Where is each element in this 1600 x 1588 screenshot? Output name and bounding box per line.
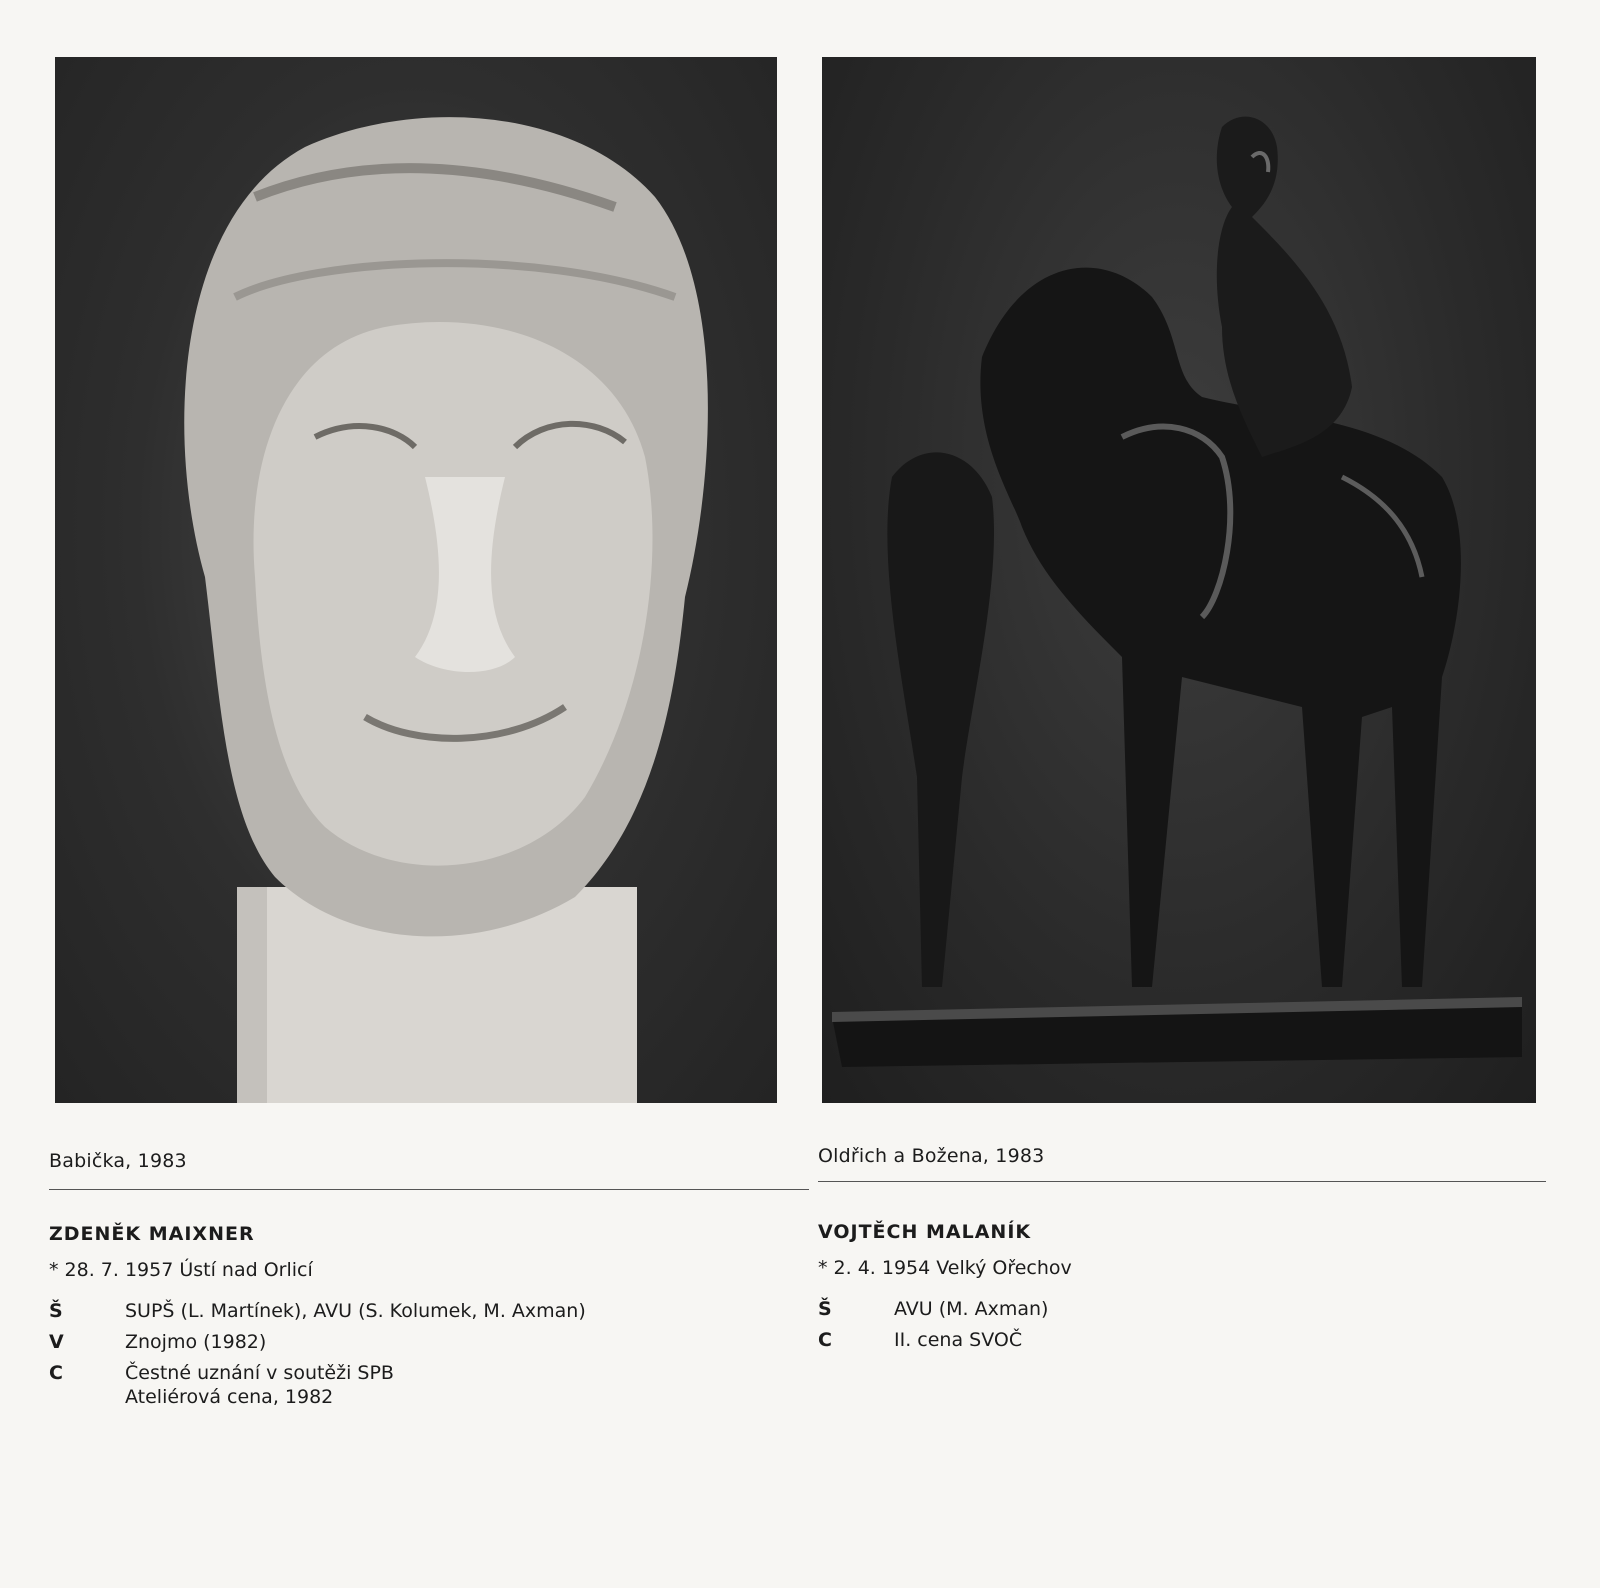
photo-caption-right: Oldřich a Božena, 1983: [818, 1145, 1045, 1167]
artist-name: VOJTĚCH MALANÍK: [818, 1221, 1032, 1243]
bio-entry-key: Š: [49, 1300, 63, 1322]
bio-entry: [49, 1299, 749, 1323]
bio-entry-value: SUPŠ (L. Martínek), AVU (S. Kolumek, M. Axman): [125, 1300, 586, 1322]
bio-entry: [49, 1330, 749, 1354]
bio-entry-key: V: [49, 1331, 64, 1353]
bust-photo: [55, 57, 777, 1103]
artist-bio-left: [49, 1223, 749, 1416]
bio-entry-value: Ateliérová cena, 1982: [125, 1386, 334, 1408]
photo-caption-left: Babička, 1983: [49, 1150, 187, 1172]
bio-entry-key: C: [818, 1329, 832, 1351]
bio-entry: [818, 1328, 1518, 1352]
artist-bio-right: [818, 1221, 1518, 1359]
equestrian-illustration: [822, 57, 1536, 1103]
bio-entry-value: Znojmo (1982): [125, 1331, 267, 1353]
equestrian-photo: [822, 57, 1536, 1103]
bio-entry-value: AVU (M. Axman): [894, 1298, 1049, 1320]
bio-entry-key: C: [49, 1362, 63, 1384]
bio-entry: [818, 1297, 1518, 1321]
artist-birth: * 28. 7. 1957 Ústí nad Orlicí: [49, 1259, 313, 1281]
bio-entry-key: Š: [818, 1298, 832, 1320]
bio-entry-value: II. cena SVOČ: [894, 1329, 1023, 1351]
divider-right: [818, 1181, 1546, 1182]
bio-entry-value: Čestné uznání v soutěži SPB: [125, 1362, 394, 1384]
artist-birth: * 2. 4. 1954 Velký Ořechov: [818, 1257, 1072, 1279]
divider-left: [49, 1189, 809, 1190]
artist-name: ZDENĚK MAIXNER: [49, 1223, 255, 1245]
bio-entry: [49, 1361, 749, 1409]
bust-illustration: [55, 57, 777, 1103]
